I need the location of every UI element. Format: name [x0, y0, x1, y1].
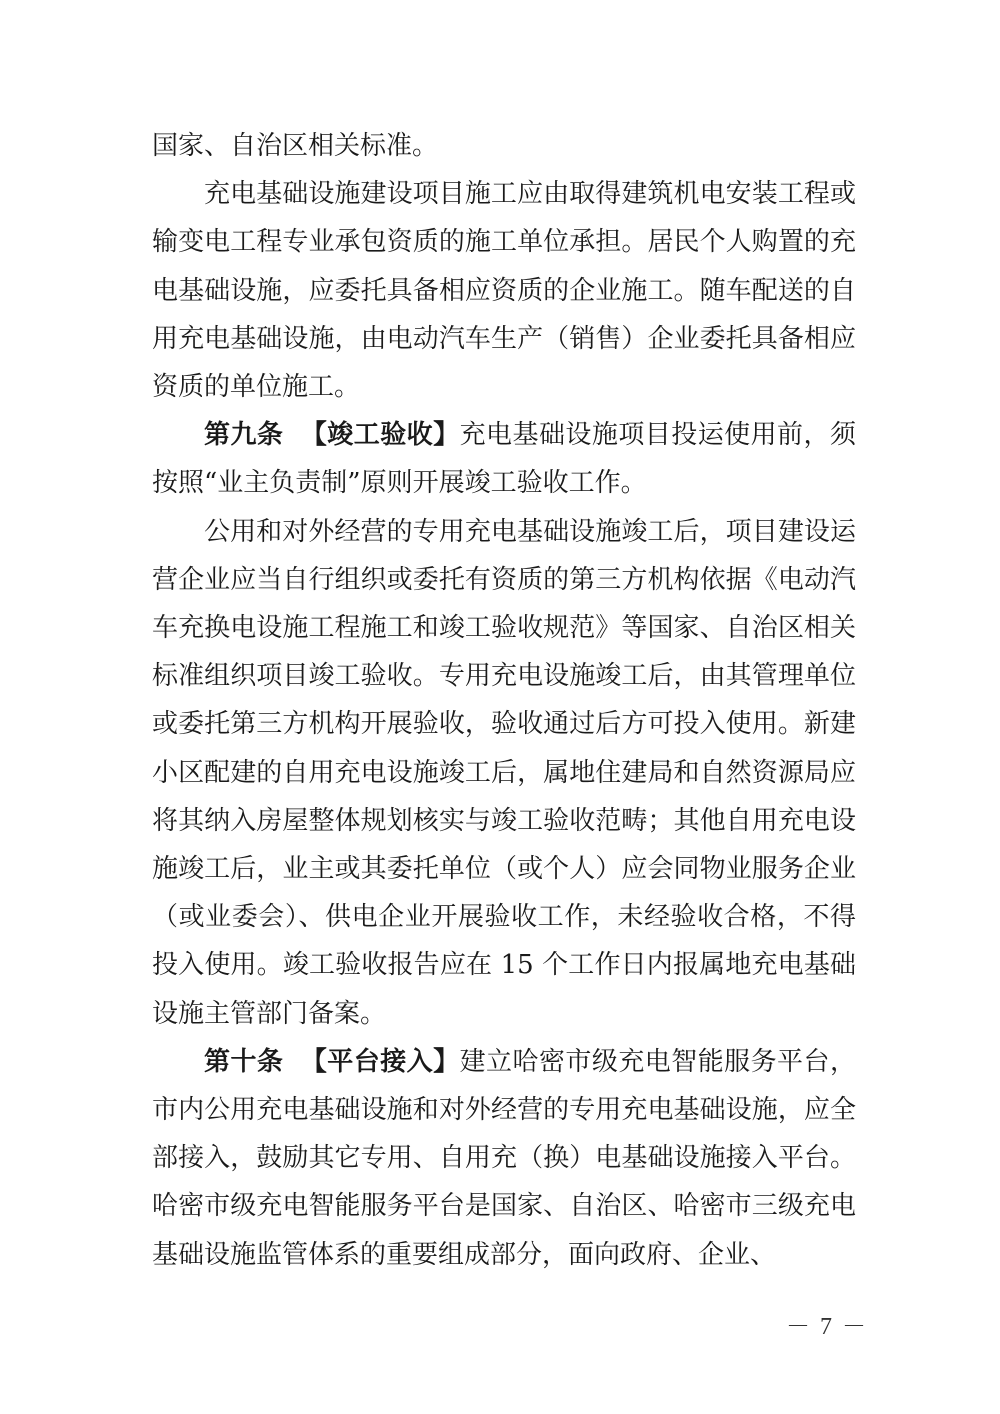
article-9-title: 【竣工验收】 — [300, 420, 460, 451]
article-9-text: 充电基础设施项目投运使用前，须按照“业主负责制”原则开展竣工验收工作。 — [152, 420, 856, 499]
article-9-number: 第九条 — [204, 420, 284, 451]
paragraph-construction: 充电基础设施建设项目施工应由取得建筑机电安装工程或输变电工程专业承包资质的施工单位承担。居民个人购置的充电基础设施，应委托具备相应资质的企业施工。随车配送的自用充电基础设施，由电动汽车生产（销售）企业委托具备相应资质的单位施工。 — [152, 179, 856, 403]
article-10-title: 【平台接入】 — [300, 1046, 460, 1077]
document-body — [152, 122, 856, 1279]
article-9 — [152, 411, 856, 507]
article-9-paragraph-2: 公用和对外经营的专用充电基础设施竣工后，项目建设运营企业应当自行组织或委托有资质的第三方机构依据《电动汽车充换电设施工程施工和竣工验收规范》等国家、自治区相关标准组织项目竣工验收。专用充电设施竣工后，由其管理单位或委托第三方机构开展验收，验收通过后方可投入使用。新建小区配建的自用充电设施竣工后，属地住建局和自然资源局应将其纳入房屋整体规划核实与竣工验收范畴；其他自用充电设施竣工后，业主或其委托单位（或个人）应会同物业服务企业（或业委会）、供电企业开展验收工作，未经验收合格，不得投入使用。竣工验收报告应在 15 个工作日内报属地充电基础设施主管部门备案。 — [152, 516, 856, 1029]
page-number: － 7 － — [786, 1314, 868, 1340]
paragraph-continuation: 国家、自治区相关标准。 — [152, 131, 439, 161]
article-10 — [152, 1038, 856, 1279]
article-10-number: 第十条 — [204, 1046, 284, 1077]
article-10-text: 建立哈密市级充电智能服务平台，市内公用充电基础设施和对外经营的专用充电基础设施，应全部接入，鼓励其它专用、自用充（换）电基础设施接入平台。哈密市级充电智能服务平台是国家、自治区、哈密市三级充电基础设施监管体系的重要组成部分，面向政府、企业、 — [152, 1046, 856, 1270]
